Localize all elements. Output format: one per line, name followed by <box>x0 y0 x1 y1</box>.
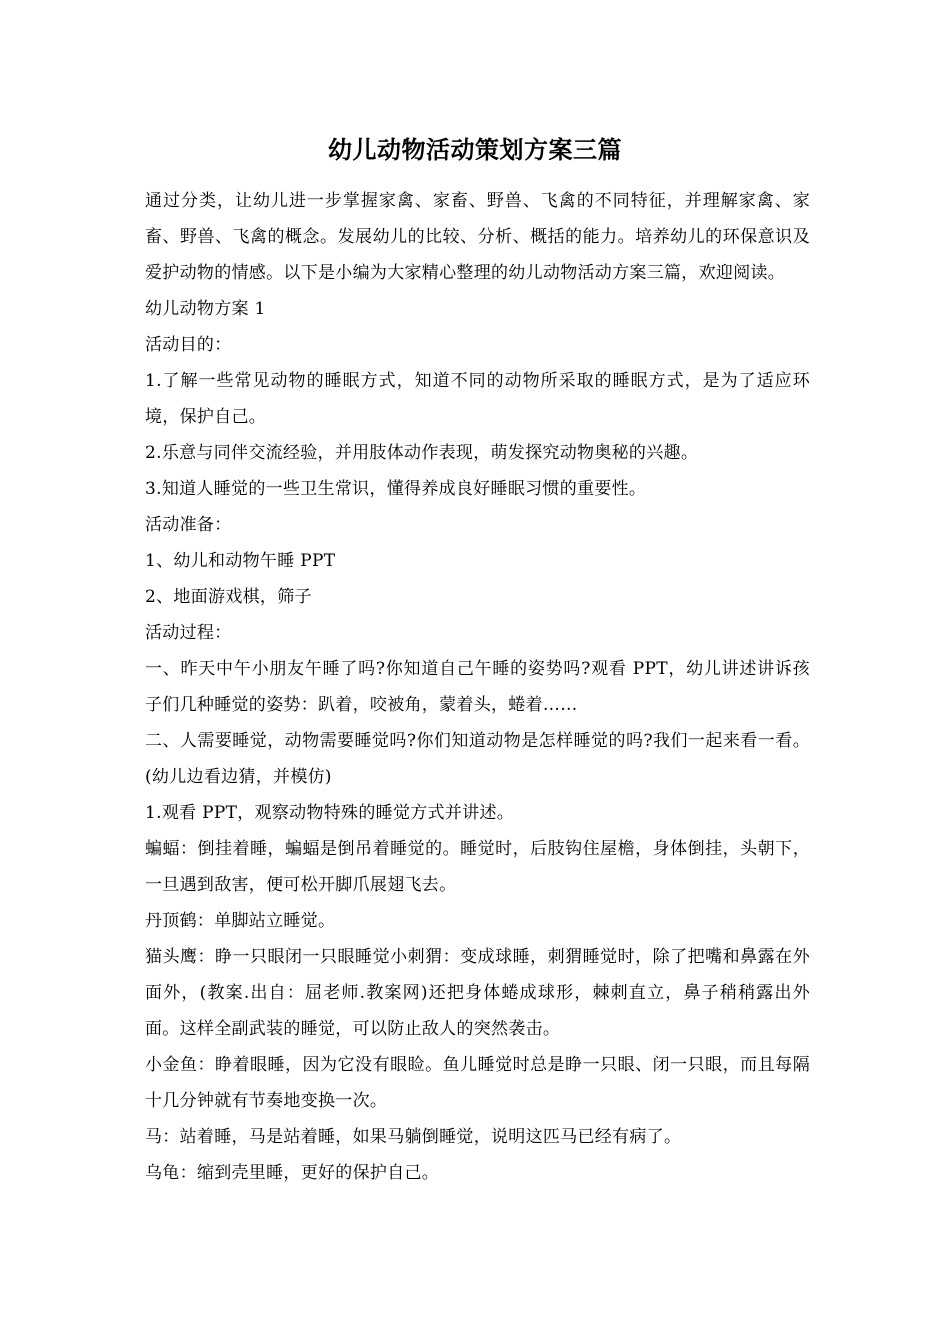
process-substep-1: 1.观看 PPT，观察动物特殊的睡觉方式并讲述。 <box>145 803 515 823</box>
goal-item-2: 2.乐意与同伴交流经验，并用肢体动作表现，萌发探究动物奥秘的兴趣。 <box>145 443 699 463</box>
animal-turtle: 乌龟：缩到壳里睡，更好的保护自己。 <box>145 1163 440 1183</box>
goal-item-1: 1.了解一些常见动物的睡眠方式，知道不同的动物所采取的睡眠方式，是为了适应环境，保护自己。 <box>145 371 810 427</box>
animal-goldfish: 小金鱼：睁着眼睡，因为它没有眼睑。鱼儿睡觉时总是睁一只眼、闭一只眼，而且每隔十几分钟就有节奏地变换一次。 <box>145 1055 810 1111</box>
heading-activity-goals: 活动目的： <box>145 335 232 355</box>
heading-activity-preparation: 活动准备： <box>145 515 232 535</box>
animal-owl-hedgehog: 猫头鹰：睁一只眼闭一只眼睡觉小刺猬：变成球睡，刺猬睡觉时，除了把嘴和鼻露在外面外，(教案.出自：屈老师.教案网)还把身体蜷成球形，棘刺直立，鼻子稍稍露出外面。这样全副武装的睡觉，可以防止敌人的突然袭击。 <box>145 947 810 1039</box>
animal-horse: 马：站着睡，马是站着睡，如果马躺倒睡觉，说明这匹马已经有病了。 <box>145 1127 682 1147</box>
preparation-item-2: 2、地面游戏棋，筛子 <box>145 587 312 607</box>
process-step-2: 二、人需要睡觉，动物需要睡觉吗?你们知道动物是怎样睡觉的吗?我们一起来看一看。(幼儿边看边猜，并模仿) <box>145 731 810 787</box>
animal-bat: 蝙蝠：倒挂着睡，蝙蝠是倒吊着睡觉的。睡觉时，后肢钩住屋檐，身体倒挂，头朝下，一旦遇到敌害，便可松开脚爪展翅飞去。 <box>145 839 810 895</box>
heading-activity-process: 活动过程： <box>145 623 232 643</box>
section-heading-plan-1: 幼儿动物方案 1 <box>145 299 266 319</box>
preparation-item-1: 1、幼儿和动物午睡 PPT <box>145 551 336 571</box>
animal-crane: 丹顶鹤：单脚站立睡觉。 <box>145 911 336 931</box>
document-body <box>145 183 810 1191</box>
paragraph-intro: 通过分类，让幼儿进一步掌握家禽、家畜、野兽、飞禽的不同特征，并理解家禽、家畜、野兽、飞禽的概念。发展幼儿的比较、分析、概括的能力。培养幼儿的环保意识及爱护动物的情感。以下是小编为大家精心整理的幼儿动物活动方案三篇，欢迎阅读。 <box>145 191 810 283</box>
document-title: 幼儿动物活动策划方案三篇 <box>328 135 622 164</box>
process-step-1: 一、昨天中午小朋友午睡了吗?你知道自己午睡的姿势吗?观看 PPT，幼儿讲述讲诉孩子们几种睡觉的姿势：趴着，咬被角，蒙着头，蜷着…… <box>145 659 810 715</box>
goal-item-3: 3.知道人睡觉的一些卫生常识，懂得养成良好睡眠习惯的重要性。 <box>145 479 647 499</box>
